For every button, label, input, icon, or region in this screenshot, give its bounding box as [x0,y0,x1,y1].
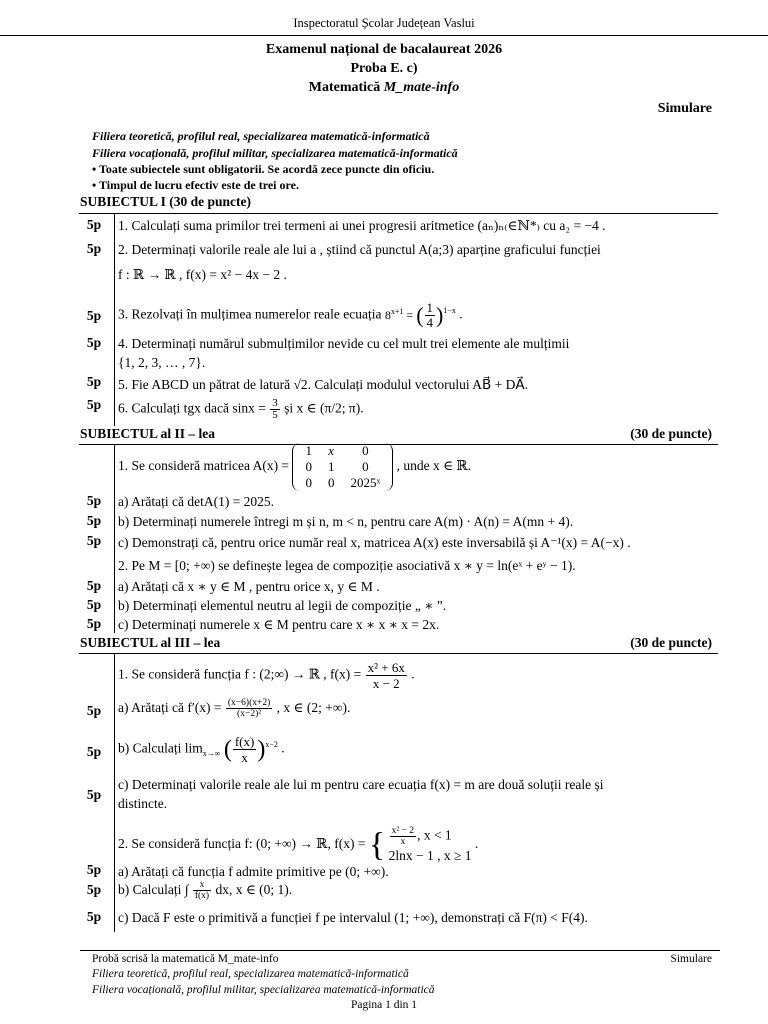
footer-line-2: Filiera teoretică, profilul real, specializarea matematică-informatică [92,968,409,980]
points-s1-q3: 5p [86,308,102,323]
intro-line-3: • Toate subiectele sunt obligatorii. Se acordă zece puncte din oficiu. [92,162,435,176]
footer-line-1: Probă scrisă la matematică M_mate-info Simulare [92,953,712,965]
s2-p1-text: 1. Se consideră matricea A(x) = [118,458,290,474]
s3-p2c: c) Dacă F este o primitivă a funcției f pe intervalul (1; +∞), demonstrați că F(π) < F(4). [118,910,588,925]
s2-p2a: a) Arătați că x ∗ y ∈ M , pentru orice x, y ∈ M . [118,579,380,594]
s2-p2c: c) Determinați numerele x ∈ M pentru care x ∗ x ∗ x = 2x. [118,617,440,632]
footer-simulation: Simulare [670,953,712,965]
s3-p1-intro: 1. Se consideră funcția f : (2;∞) → ℝ , f(x) = $\frac{\text{x² + 6x}}{x - 2}$ . [118,660,415,691]
s2-p1-intro [118,443,712,491]
s3-p2b-text: b) Calculați ∫ [118,882,189,897]
s1-q1: 1. Calculați suma primilor trei termeni ai unei progresii aritmetice (aₙ)ₙ₍∈ℕ*₎ cu a₂ = −4 . [118,218,606,233]
points-s2-p1b: 5p [86,513,102,528]
points-s1-q4: 5p [86,335,102,350]
s1-q4-line1: 4. Determinați numărul submulțimilor nevide cu cel mult trei elemente ale mulțimii [118,336,570,351]
points-s3-p1a: 5p [86,703,102,718]
s2-p2-intro: 2. Pe M = [0; +∞) se definește legea de compoziție asociativă x ∗ y = ln(eˣ + eʸ − 1). [118,558,576,573]
subject-2-points: (30 de puncte) [630,426,712,441]
s3-divider [114,654,115,932]
subject-title [0,80,768,96]
s3-p2b: b) Calculați ∫ $\frac{x}{f(x)}$ dx, x ∈ (0; 1). [118,880,293,902]
s1-divider [114,214,115,426]
s1-q6-text: 6. Calculați tgx dacă sinx = [118,400,266,416]
page-number: Pagina 1 din 1 [350,999,418,1011]
subject-prefix: Matematică [308,80,381,95]
s1-q4-line2: {1, 2, 3, … , 7}. [118,355,206,370]
footer-rule [80,950,720,951]
points-s3-p1b: 5p [86,744,102,759]
s3-p2a: a) Arătați că funcția f admite primitive pe (0; +∞). [118,864,389,879]
s3-p1c-line2: distincte. [118,796,168,811]
intro-line-1: Filiera teoretică, profilul real, specializarea matematică-informatică [92,129,430,143]
piecewise-cases: $\frac{\text{x² − 2}}{x}$ , x < 1 2lnx − 1 , x ≥ 1 [388,826,472,863]
s3-p1b: b) Calculați $\lim_{x\to\infty}$ ( $\frac{f(x)}{x}$ )$^{x-2}$ . [118,733,285,765]
s1-q2-line1: 2. Determinați valorile reale ale lui a , știind că punctul A(a;3) aparține graficului funcției [118,242,601,257]
simulation-label: Simulare [657,101,712,116]
proba-title: Proba E. c) [350,61,418,76]
s2-p2b: b) Determinați elementul neutru al legii de compoziție „ ∗ ”. [118,598,447,613]
subject-3-points: (30 de puncte) [630,635,712,650]
s2-p1b: b) Determinați numerele întregi m și n, m < n, pentru care A(m) · A(n) = A(mn + 4). [118,514,574,529]
exam-title: Examenul național de bacalaureat 2026 [265,42,503,57]
footer-line-3: Filiera vocațională, profilul militar, specializarea matematică-informatică [92,984,435,996]
header-rule [0,35,768,36]
s2-divider [114,445,115,633]
s3-p1c-line1: c) Determinați valorile reale ale lui m pentru care ecuația f(x) = m are două soluții reale și [118,777,604,792]
points-s2-p2a: 5p [86,578,102,593]
points-s3-p2c: 5p [86,909,102,924]
subject-1-title: SUBIECTUL I (30 de puncte) [80,194,252,209]
s3-p1-text: 1. Se consideră funcția f : (2;∞) → ℝ , f(x) = [118,666,362,682]
points-s1-q6: 5p [86,397,102,412]
s1-q3-text: 3. Rezolvați în mulțimea numerelor reale ecuația [118,306,382,322]
s2-p1-tail: , unde x ∈ ℝ. [396,458,472,474]
subject-2-label: SUBIECTUL al II – lea [80,426,216,441]
s3-p2-intro: 2. Se consideră funcția f: (0; +∞) → ℝ, f(x) = { $\frac{\text{x² − 2}}{x}$ , x < 1 2lnx − 1 , x ≥ 1 . [118,826,479,864]
points-s2-p2c: 5p [86,616,102,631]
points-s1-q1: 5p [86,217,102,232]
points-s2-p1a: 5p [86,493,102,508]
s2-p1c: c) Demonstrați că, pentru orice număr real x, matricea A(x) este inversabilă și A⁻¹(x) = A(−x) . [118,535,631,550]
intro-line-4: • Timpul de lucru efectiv este de trei ore. [92,178,299,192]
s1-q2-line2: f : ℝ → ℝ , f(x) = x² − 4x − 2 . [118,267,287,282]
s3-p2-text: 2. Se consideră funcția f: (0; +∞) → ℝ, f(x) = [118,836,366,852]
points-s3-p1c: 5p [86,787,102,802]
institution-header: Inspectoratul Școlar Județean Vaslui [293,16,475,30]
points-s1-q5: 5p [86,374,102,389]
subject-3-title [80,635,712,651]
s3-p2b-tail: dx, x ∈ (0; 1). [215,882,293,897]
subject-track: M_mate-info [383,80,460,95]
points-s2-p2b: 5p [86,597,102,612]
s3-p1a-text: a) Arătați că f′(x) = [118,700,222,715]
points-s2-p1c: 5p [86,533,102,548]
points-s3-p2a: 5p [86,862,102,877]
subject-2-title [80,426,712,442]
rule-s1-top [79,213,718,214]
s3-p1a-tail: , x ∈ (2; +∞). [276,700,351,715]
s1-q3: 3. Rezolvați în mulțimea numerelor reale ecuația $8^{x+1}$ = ( $\frac{1}{4}$ )$^{1-x}$ . [118,299,463,330]
s2-p1a: a) Arătați că detA(1) = 2025. [118,494,275,509]
rule-s3-top [79,653,718,654]
subject-3-label: SUBIECTUL al III – lea [80,635,221,650]
s1-q6-tail: și x ∈ (π/2; π). [284,400,364,416]
points-s3-p2b: 5p [86,882,102,897]
s1-q6: 6. Calculați tgx dacă sinx = $\frac{3}{5}$ și x ∈ (π/2; π). [118,397,364,421]
intro-line-2: Filiera vocațională, profilul militar, specializarea matematică-informatică [92,146,458,160]
s3-p1a: a) Arătați că f′(x) = $\frac{(x-6)(x+2)}{\text{(x−2)²}}$ , x ∈ (2; +∞). [118,698,351,720]
matrix-A: 1 x 0 0 1 0 0 0 2025ˣ [292,443,393,491]
points-s1-q2: 5p [86,241,102,256]
s3-p1b-text: b) Calculați lim [118,740,203,756]
s1-q5: 5. Fie ABCD un pătrat de latură √2. Calculați modulul vectorului AB⃗ + DA⃗. [118,377,528,392]
